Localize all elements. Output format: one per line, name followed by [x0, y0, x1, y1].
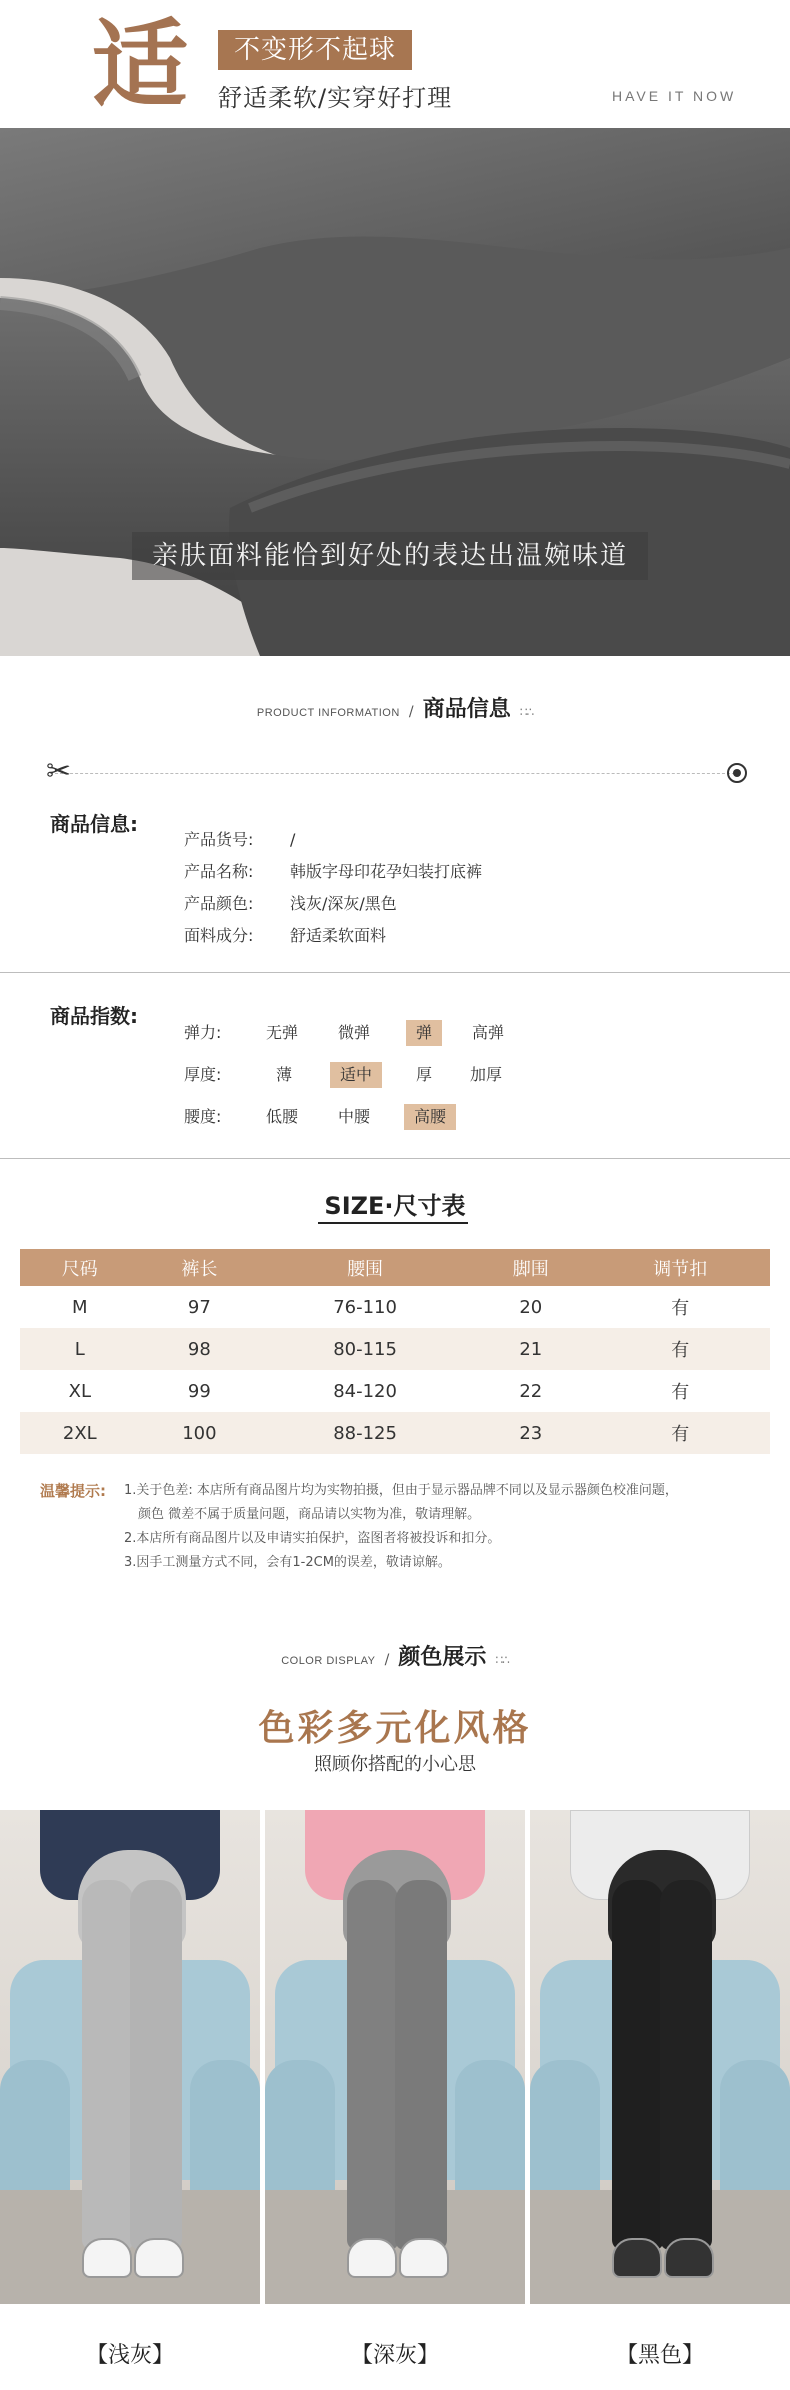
heading-dots-icon: ∷∴ [519, 705, 534, 719]
table-cell: 21 [471, 1328, 591, 1370]
size-table-title: SIZE·尺寸表 [324, 1192, 466, 1220]
table-cell: 88-125 [259, 1412, 471, 1454]
table-cell: 2XL [20, 1412, 140, 1454]
color-photo-black [530, 1810, 790, 2304]
table-cell: 有 [591, 1286, 770, 1328]
product-info-key: 产品名称: [184, 862, 254, 881]
hero-header [0, 0, 790, 128]
index-option-selected: 高腰 [404, 1104, 456, 1130]
product-info-key: 产品颜色: [184, 894, 254, 913]
table-cell: 20 [471, 1286, 591, 1328]
table-cell: 97 [140, 1286, 260, 1328]
size-table-header: 调节扣 [591, 1249, 770, 1286]
leg [660, 1880, 712, 2250]
table-row [20, 1328, 770, 1370]
dashed-cut-line [50, 773, 740, 774]
size-title-underline [318, 1222, 468, 1224]
index-key: 腰度: [184, 1107, 222, 1126]
color-label-dark-grey: 【深灰】 [350, 2343, 439, 2368]
table-cell: 80-115 [259, 1328, 471, 1370]
index-key: 弹力: [184, 1023, 222, 1042]
target-icon [727, 763, 747, 783]
chair-arm [265, 2060, 335, 2210]
color-display-heading-cn: 颜色展示 [398, 1645, 487, 1670]
tip-line: 颜色 微差不属于质量问题，商品请以实物为准，敬请理解。 [138, 1507, 481, 1522]
index-key: 厚度: [184, 1065, 222, 1084]
product-info-heading-slash: / [408, 704, 414, 720]
index-option: 薄 [276, 1065, 293, 1084]
table-cell: 22 [471, 1370, 591, 1412]
index-option-selected: 适中 [330, 1062, 382, 1088]
product-info-key: 面料成分: [184, 926, 254, 945]
scissors-icon: ✂ [46, 754, 72, 789]
divider [0, 972, 790, 973]
leg [130, 1880, 182, 2250]
chair-arm [720, 2060, 790, 2210]
product-info-row [184, 830, 295, 850]
color-label-black: 【黑色】 [615, 2343, 704, 2368]
tip-line: 3.因手工测量方式不同，会有1-2CM的误差，敬请谅解。 [124, 1555, 451, 1570]
product-info-heading [0, 692, 790, 723]
table-cell: 有 [591, 1370, 770, 1412]
product-info-key: 产品货号: [184, 830, 254, 849]
have-it-now-text: HAVE IT NOW [612, 88, 737, 104]
color-display-heading [0, 1640, 790, 1671]
shoe [612, 2238, 662, 2278]
product-info-row [184, 926, 386, 946]
product-info-value: 浅灰/深灰/黑色 [290, 894, 397, 913]
tips-label: 温馨提示: [40, 1482, 106, 1500]
color-photo-dark-grey [265, 1810, 525, 2304]
leg [82, 1880, 134, 2250]
tip-line: 2.本店所有商品图片以及申请实拍保护，盗图者将被投诉和扣分。 [124, 1531, 501, 1546]
table-cell: 23 [471, 1412, 591, 1454]
product-info-value: / [290, 830, 296, 849]
shoe [399, 2238, 449, 2278]
color-label-light-grey: 【浅灰】 [85, 2343, 174, 2368]
color-subtitle: 照顾你搭配的小心思 [314, 1754, 476, 1775]
table-row [20, 1286, 770, 1328]
size-table-header: 裤长 [140, 1249, 260, 1286]
color-slogan: 色彩多元化风格 [258, 1708, 532, 1749]
table-cell: 76-110 [259, 1286, 471, 1328]
product-info-heading-en: PRODUCT INFORMATION [256, 707, 400, 719]
hero-subtitle: 舒适柔软/实穿好打理 [218, 84, 453, 112]
size-table-header: 脚围 [471, 1249, 591, 1286]
table-cell: 98 [140, 1328, 260, 1370]
shoe [664, 2238, 714, 2278]
heading-dots-icon: ∷∴ [495, 1653, 509, 1667]
size-table-header: 腰围 [259, 1249, 471, 1286]
index-option: 低腰 [266, 1107, 299, 1126]
product-info-row [184, 862, 482, 882]
chair-arm [190, 2060, 260, 2210]
tip-line: 1.关于色差: 本店所有商品图片均为实物拍摄，但由于显示器品牌不同以及显示器颜色校准问题， [124, 1483, 678, 1498]
size-table [20, 1249, 770, 1454]
table-cell: 有 [591, 1328, 770, 1370]
product-info-row [184, 894, 397, 914]
chair-arm [455, 2060, 525, 2210]
shoe [134, 2238, 184, 2278]
chair-arm [530, 2060, 600, 2210]
product-info-value: 韩版字母印花孕妇装打底裤 [290, 862, 483, 881]
fabric-photo [0, 128, 790, 656]
color-photo-light-grey [0, 1810, 260, 2304]
table-cell: 有 [591, 1412, 770, 1454]
divider [0, 1158, 790, 1159]
index-option: 厚 [416, 1065, 433, 1084]
leg [395, 1880, 447, 2250]
index-option: 中腰 [338, 1107, 371, 1126]
product-info-label: 商品信息: [50, 812, 138, 836]
table-row [20, 1412, 770, 1454]
index-option: 微弹 [338, 1023, 371, 1042]
product-info-value: 舒适柔软面料 [290, 926, 387, 945]
fabric-caption: 亲肤面料能恰到好处的表达出温婉味道 [132, 532, 648, 580]
index-option: 无弹 [266, 1023, 299, 1042]
chair-arm [0, 2060, 70, 2210]
product-index-label: 商品指数: [50, 1004, 138, 1028]
index-option: 高弹 [472, 1023, 505, 1042]
table-cell: 99 [140, 1370, 260, 1412]
index-option: 加厚 [470, 1065, 503, 1084]
table-cell: 100 [140, 1412, 260, 1454]
table-row [20, 1370, 770, 1412]
leg [347, 1880, 399, 2250]
shoe [82, 2238, 132, 2278]
color-display-heading-en: COLOR DISPLAY [281, 1655, 376, 1667]
table-cell: L [20, 1328, 140, 1370]
size-table-header-row [20, 1249, 770, 1286]
table-cell: M [20, 1286, 140, 1328]
table-cell: XL [20, 1370, 140, 1412]
table-cell: 84-120 [259, 1370, 471, 1412]
product-info-heading-cn: 商品信息 [422, 697, 511, 722]
color-display-heading-slash: / [384, 1652, 390, 1668]
hero-tag: 不变形不起球 [218, 30, 412, 70]
shoe [347, 2238, 397, 2278]
leg [612, 1880, 664, 2250]
hero-big-character: 适 [92, 9, 188, 121]
size-table-header: 尺码 [20, 1249, 140, 1286]
index-option-selected: 弹 [406, 1020, 442, 1046]
